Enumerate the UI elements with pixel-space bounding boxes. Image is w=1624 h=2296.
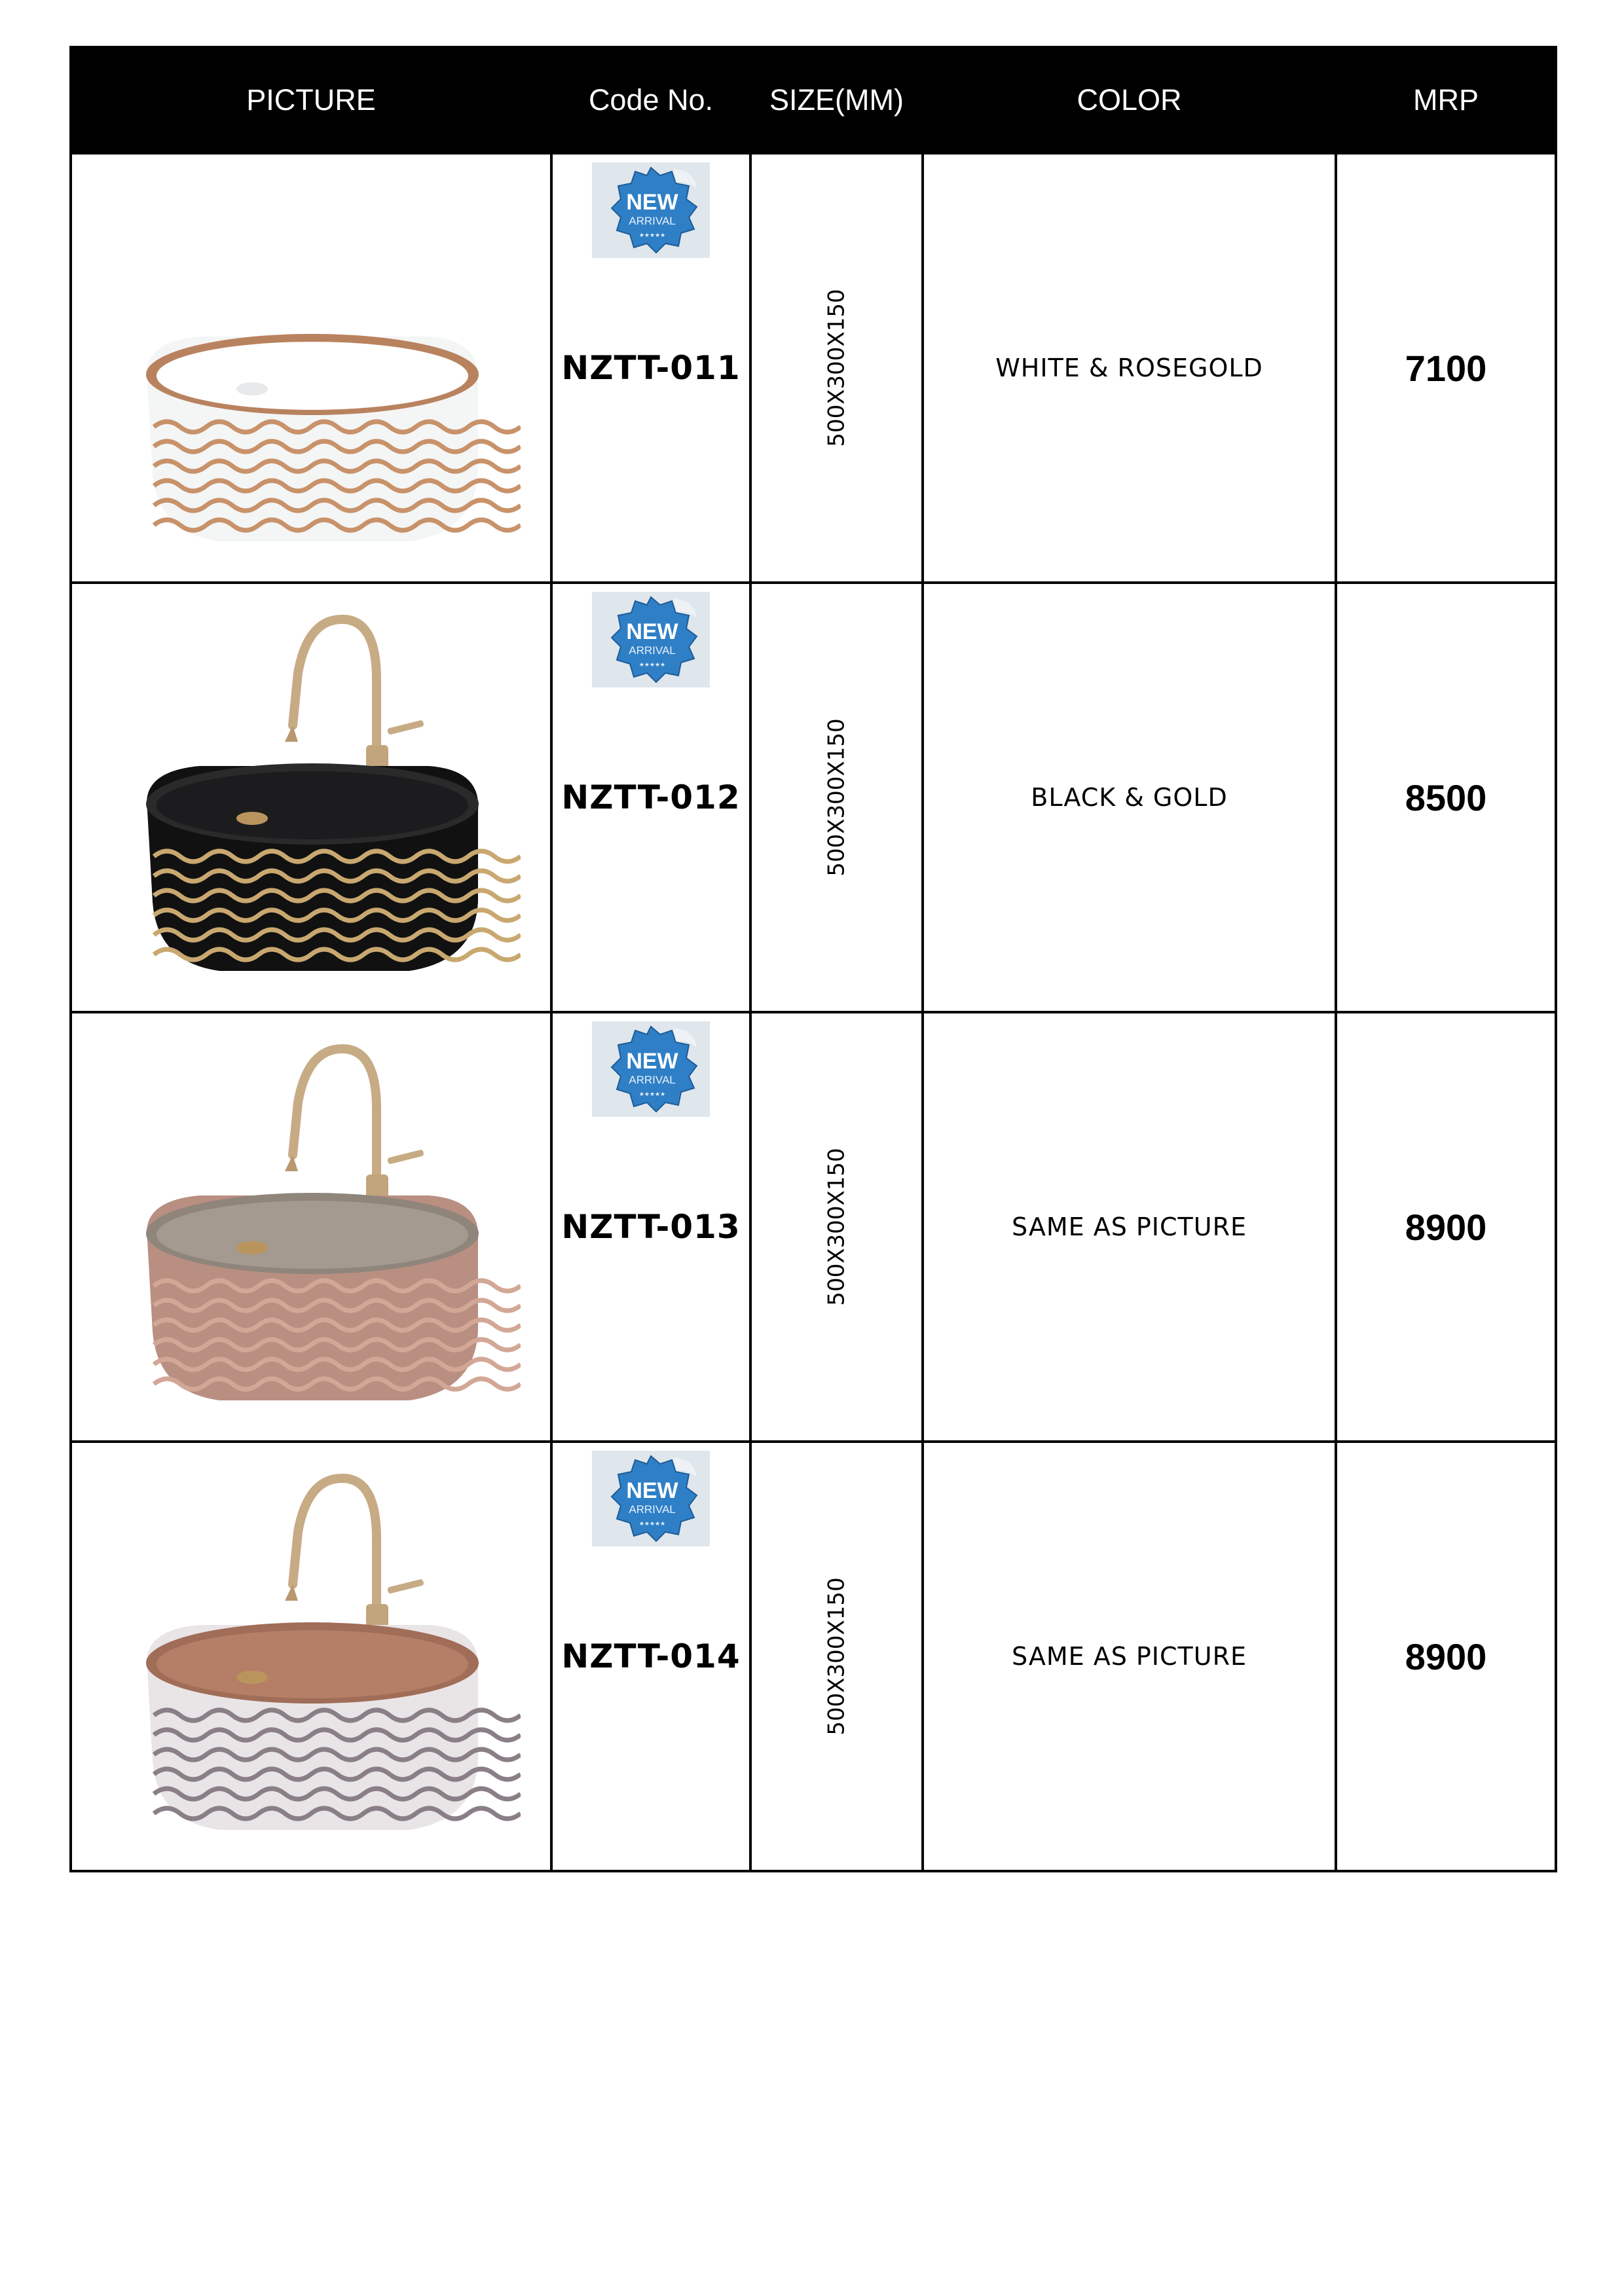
product-code: NZTT-011 — [561, 349, 741, 387]
svg-text:ARRIVAL: ARRIVAL — [629, 1074, 676, 1086]
color-cell — [923, 1442, 1336, 1871]
header-mrp: MRP — [1336, 47, 1556, 153]
basin-image — [101, 594, 521, 1000]
product-mrp: 7100 — [1405, 347, 1487, 389]
code-cell — [551, 1442, 750, 1871]
product-code: NZTT-014 — [561, 1637, 741, 1675]
product-color: SAME AS PICTURE — [1012, 1212, 1247, 1241]
basin-icon — [146, 1193, 521, 1400]
product-color: WHITE & ROSEGOLD — [995, 354, 1263, 382]
product-code: NZTT-012 — [561, 778, 741, 816]
header-row — [71, 47, 1556, 153]
product-size: 500X300X150 — [823, 289, 850, 447]
code-cell — [551, 153, 750, 583]
svg-text:ARRIVAL: ARRIVAL — [629, 644, 676, 657]
table-body — [71, 153, 1556, 1871]
svg-text:ARRIVAL: ARRIVAL — [629, 215, 676, 227]
color-cell — [923, 1012, 1336, 1442]
color-cell — [923, 153, 1336, 583]
svg-text:NEW: NEW — [626, 190, 678, 215]
svg-text:★★★★★: ★★★★★ — [638, 232, 666, 239]
mrp-cell — [1336, 153, 1556, 583]
product-color: BLACK & GOLD — [1031, 783, 1228, 812]
size-cell — [750, 1012, 923, 1442]
header-size: SIZE(MM) — [750, 47, 923, 153]
svg-text:ARRIVAL: ARRIVAL — [629, 1503, 676, 1516]
new-arrival-badge-icon — [592, 1021, 710, 1117]
product-picture-cell — [71, 1012, 551, 1442]
product-picture-cell — [71, 1442, 551, 1871]
header-color: COLOR — [923, 47, 1336, 153]
product-mrp: 8500 — [1405, 776, 1487, 818]
svg-text:★★★★★: ★★★★★ — [638, 1521, 666, 1527]
header-code: Code No. — [551, 47, 750, 153]
product-size: 500X300X150 — [823, 1148, 850, 1306]
product-code: NZTT-013 — [561, 1208, 741, 1246]
product-color: SAME AS PICTURE — [1012, 1642, 1247, 1671]
color-cell — [923, 583, 1336, 1012]
svg-text:★★★★★: ★★★★★ — [638, 662, 666, 668]
code-cell — [551, 583, 750, 1012]
code-cell — [551, 1012, 750, 1442]
size-cell — [750, 583, 923, 1012]
mrp-cell — [1336, 583, 1556, 1012]
basin-icon — [146, 334, 521, 541]
mrp-cell — [1336, 1012, 1556, 1442]
new-arrival-badge-icon — [592, 592, 710, 687]
product-picture-cell — [71, 153, 551, 583]
basin-icon — [146, 763, 521, 971]
product-table — [69, 46, 1557, 1872]
svg-text:NEW: NEW — [626, 1478, 678, 1503]
svg-text:★★★★★: ★★★★★ — [638, 1091, 666, 1098]
new-arrival-badge-icon — [592, 162, 710, 258]
table-row-4 — [71, 1442, 1556, 1871]
product-mrp: 8900 — [1405, 1206, 1487, 1248]
new-arrival-badge-icon — [592, 1451, 710, 1546]
product-size: 500X300X150 — [823, 1577, 850, 1736]
basin-image — [101, 165, 521, 571]
header-picture: PICTURE — [71, 47, 551, 153]
size-cell — [750, 153, 923, 583]
mrp-cell — [1336, 1442, 1556, 1871]
svg-text:NEW: NEW — [626, 1049, 678, 1074]
table-row-2 — [71, 583, 1556, 1012]
table-row-1 — [71, 153, 1556, 583]
table-header — [71, 47, 1556, 153]
product-picture-cell — [71, 583, 551, 1012]
basin-image — [101, 1453, 521, 1859]
basin-icon — [146, 1622, 521, 1830]
size-cell — [750, 1442, 923, 1871]
product-mrp: 8900 — [1405, 1635, 1487, 1677]
svg-text:NEW: NEW — [626, 619, 678, 644]
table-row-3 — [71, 1012, 1556, 1442]
product-size: 500X300X150 — [823, 718, 850, 877]
basin-image — [101, 1024, 521, 1430]
